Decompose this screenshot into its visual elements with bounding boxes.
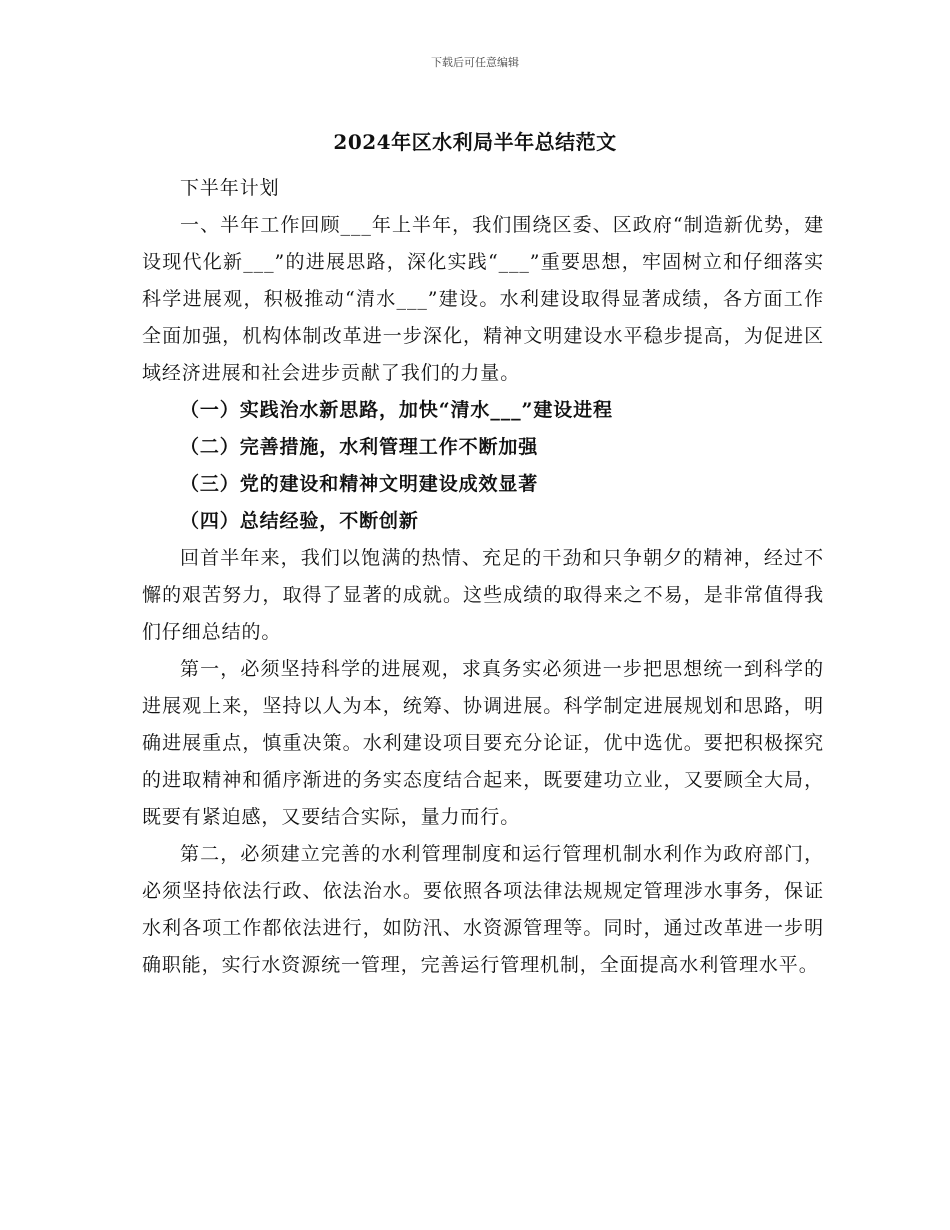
- paragraph-second: 第二，必须建立完善的水利管理制度和运行管理机制水利作为政府部门，必须坚持依法行政、依法治水。要依照各项法律法规规定管理涉水事务，保证水利各项工作都依法进行，如防汛、水资源管理等。同时，通过改革进一步明确职能，实行水资源统一管理，完善运行管理机制，全面提高水利管理水平。: [142, 843, 824, 976]
- heading-four: （四）总结经验，不断创新: [180, 510, 419, 532]
- heading-two: （二）完善措施，水利管理工作不断加强: [180, 436, 539, 458]
- document-body: [142, 170, 824, 984]
- document-title: 2024年区水利局半年总结范文: [333, 130, 617, 154]
- heading-three: （三）党的建设和精神文明建设成效显著: [180, 473, 539, 495]
- paragraph-retrospect: 回首半年来，我们以饱满的热情、充足的干劲和只争朝夕的精神，经过不懈的艰苦努力，取得了显著的成就。这些成绩的取得来之不易，是非常值得我们仔细总结的。: [142, 547, 824, 643]
- section-label: 下半年计划: [180, 177, 280, 199]
- header-note: 下载后可任意编辑: [431, 56, 519, 69]
- paragraph-review: 一、半年工作回顾___年上半年，我们围绕区委、区政府“制造新优势，建设现代化新___”的进展思路，深化实践“___”重要思想，牢固树立和仔细落实科学进展观，积极推动“清水___”建设。水利建设取得显著成绩，各方面工作全面加强，机构体制改革进一步深化，精神文明建设水平稳步提高，为促进区域经济进展和社会进步贡献了我们的力量。: [142, 214, 824, 384]
- paragraph-first: 第一，必须坚持科学的进展观，求真务实必须进一步把思想统一到科学的进展观上来，坚持以人为本，统筹、协调进展。科学制定进展规划和思路，明确进展重点，慎重决策。水利建设项目要充分论证，优中选优。要把积极探究的进取精神和循序渐进的务实态度结合起来，既要建功立业，又要顾全大局，既要有紧迫感，又要结合实际，量力而行。: [142, 658, 824, 828]
- heading-one: （一）实践治水新思路，加快“清水___”建设进程: [180, 399, 613, 421]
